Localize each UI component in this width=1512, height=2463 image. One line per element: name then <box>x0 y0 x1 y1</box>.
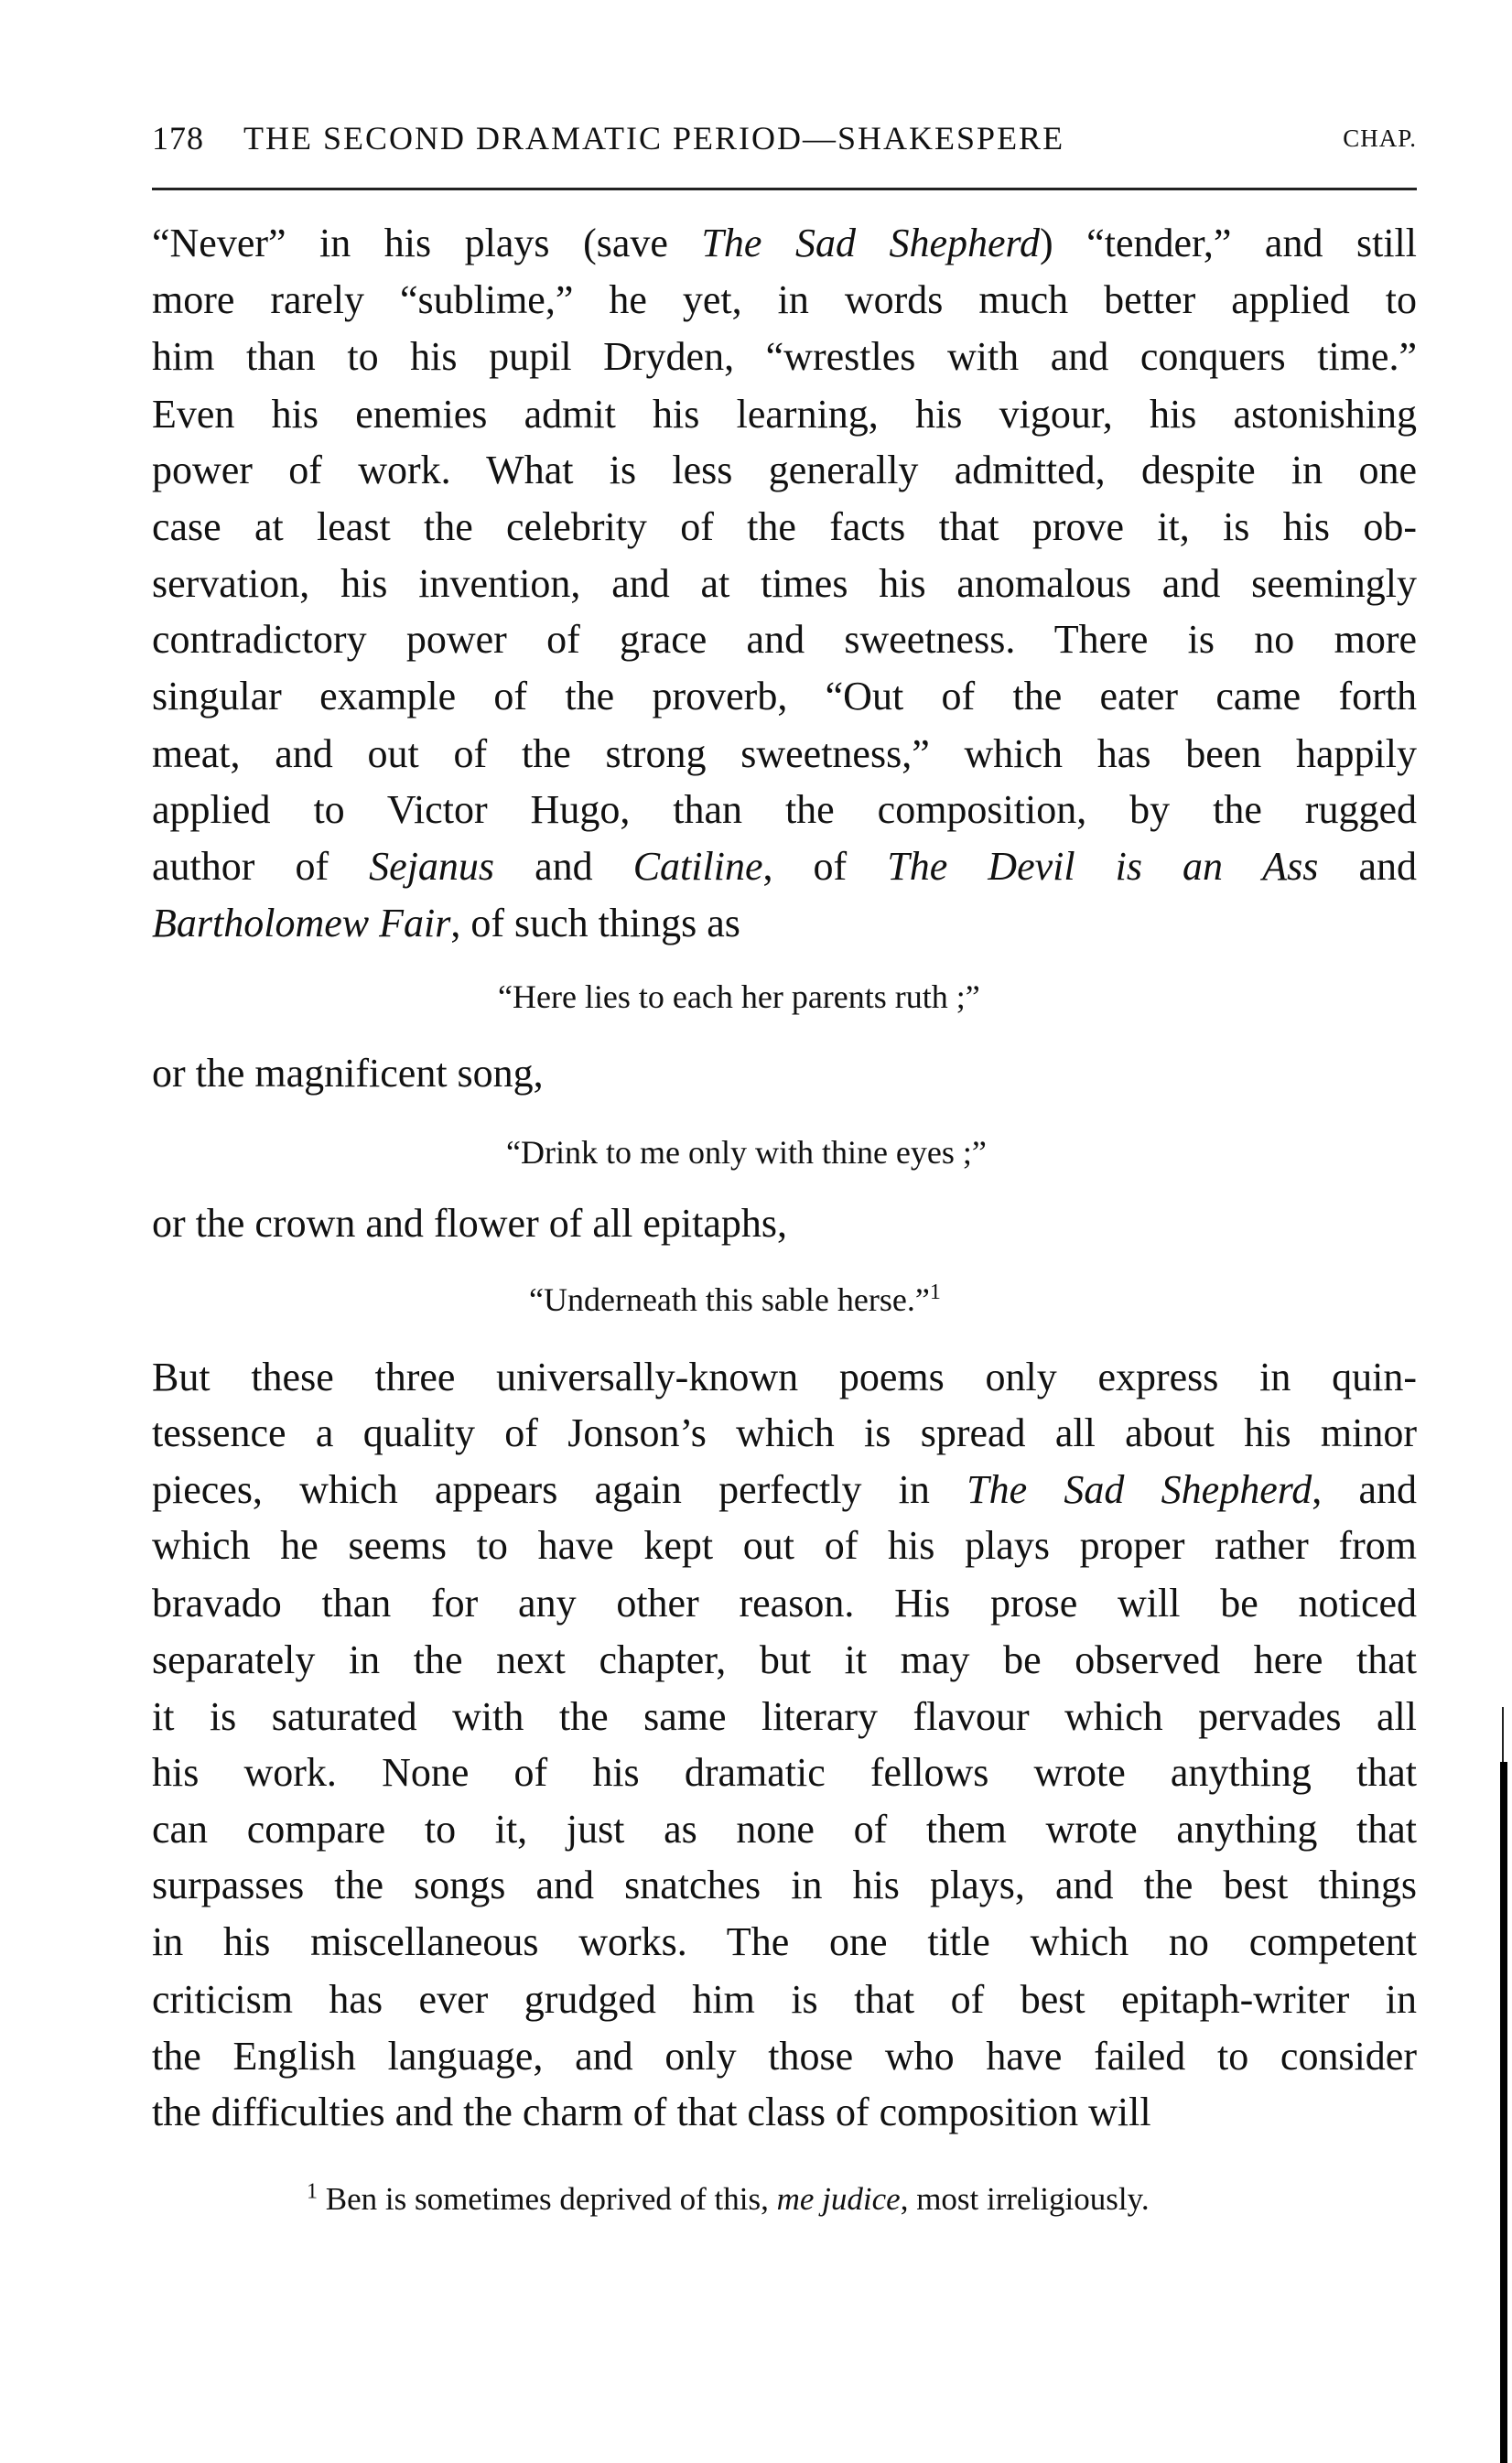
text-line <box>152 1914 1417 1971</box>
text-line <box>152 2084 1417 2141</box>
verse-quote-1: “Here lies to each her parents ruth ;” <box>498 978 980 1015</box>
italic-title: Sejanus <box>369 844 495 889</box>
italic-title: Catiline <box>632 844 763 889</box>
text-segment: the difficulties and the charm of that class of composition will <box>152 2090 1151 2134</box>
text-line <box>152 1857 1417 1914</box>
text-segment: it is saturated with the same literary flavour which pervades all <box>152 1694 1417 1739</box>
text-line <box>152 1518 1417 1574</box>
connector-line-2: or the crown and flower of all epitaphs, <box>152 1201 787 1246</box>
text-segment: tessence a quality of Jonson’s which is spread all about his minor <box>152 1410 1417 1455</box>
footnote-marker: 1 <box>307 2179 318 2204</box>
footnote-reference: 1 <box>929 1280 941 1304</box>
text-segment: criticism has ever grudged him is that of best epitaph-writer in <box>152 1977 1417 2022</box>
text-segment: pieces, which appears again perfectly in <box>152 1467 967 1512</box>
text-line <box>152 1632 1417 1689</box>
text-segment: meat, and out of the strong sweetness,” which has been happily <box>152 731 1417 776</box>
text-segment: , and <box>1312 1467 1417 1512</box>
text-line <box>152 499 1417 556</box>
text-segment: his work. None of his dramatic fellows wrote anything that <box>152 1750 1417 1795</box>
chapter-label: CHAP. <box>1343 124 1417 152</box>
header-rule <box>152 188 1417 190</box>
text-line <box>152 1971 1417 2028</box>
footnote <box>307 2177 1150 2222</box>
text-segment: the English language, and only those who have failed to consider <box>152 2034 1417 2079</box>
text-segment: more rarely “sublime,” he yet, in words much better applied to <box>152 277 1417 322</box>
text-line <box>152 442 1417 499</box>
text-segment: author of <box>152 844 370 889</box>
text-line <box>152 611 1417 668</box>
text-segment: contradictory power of grace and sweetness. There is no more <box>152 617 1417 662</box>
text-segment: bravado than for any other reason. His prose will be noticed <box>152 1581 1417 1626</box>
footnote-italic: me judice <box>776 2181 901 2217</box>
running-title: THE SECOND DRAMATIC PERIOD—SHAKESPERE <box>243 120 1065 157</box>
text-segment: and <box>494 844 633 889</box>
connector-line-1: or the magnificent song, <box>152 1051 544 1096</box>
italic-title: The Sad Shepherd <box>701 221 1041 265</box>
text-segment: which he seems to have kept out of his plays proper rather from <box>152 1523 1417 1568</box>
text-segment: ) “tender,” and still <box>1040 221 1418 265</box>
text-segment: applied to Victor Hugo, than the composition, by the rugged <box>152 787 1417 832</box>
text-segment: servation, his invention, and at times his anomalous and seemingly <box>152 561 1417 606</box>
text-line <box>152 895 1417 952</box>
text-segment: in his miscellaneous works. The one title which no competent <box>152 1919 1417 1964</box>
verse-quote-3 <box>529 1277 941 1323</box>
verse-quote-2: “Drink to me only with thine eyes ;” <box>506 1134 987 1171</box>
text-segment: singular example of the proverb, “Out of the eater came forth <box>152 674 1417 718</box>
text-line <box>152 1689 1417 1745</box>
text-line <box>152 1745 1417 1801</box>
footnote-text: Ben is sometimes deprived of this, <box>325 2181 777 2217</box>
text-line <box>152 838 1417 895</box>
text-line <box>152 1801 1417 1858</box>
text-line <box>152 1349 1417 1406</box>
text-line <box>152 1575 1417 1632</box>
text-segment: surpasses the songs and snatches in his plays, and the best things <box>152 1863 1417 1907</box>
page-edge-shadow <box>1500 1762 1507 2463</box>
text-segment: power of work. What is less generally admitted, despite in one <box>152 448 1417 492</box>
text-segment: , of <box>762 844 888 889</box>
text-line <box>152 1462 1417 1518</box>
italic-title: Bartholomew Fair <box>152 901 451 945</box>
text-line <box>152 556 1417 612</box>
italic-title: The Devil is an Ass <box>887 844 1319 889</box>
text-line <box>152 668 1417 725</box>
text-segment: and <box>1318 844 1418 889</box>
running-header <box>152 119 1417 174</box>
text-segment: can compare to it, just as none of them wrote anything that <box>152 1807 1417 1852</box>
text-line <box>152 272 1417 329</box>
footnote-text-end: , most irreligiously. <box>900 2181 1150 2217</box>
text-line <box>152 215 1417 272</box>
quote-text: “Underneath this sable herse.” <box>529 1281 930 1318</box>
text-segment: , of such things as <box>450 901 740 945</box>
text-segment: But these three universally-known poems only express in quin- <box>152 1355 1417 1399</box>
text-line <box>152 726 1417 783</box>
page-number: 178 <box>152 120 204 157</box>
text-line <box>152 1405 1417 1462</box>
text-line <box>152 2028 1417 2085</box>
italic-title: The Sad Shepherd <box>967 1467 1312 1512</box>
text-segment: him than to his pupil Dryden, “wrestles with and conquers time.” <box>152 334 1417 379</box>
text-segment: case at least the celebrity of the facts that prove it, is his ob- <box>152 504 1417 549</box>
text-segment: “Never” in his plays (save <box>152 221 702 265</box>
text-line <box>152 782 1417 838</box>
text-line <box>152 329 1417 385</box>
text-segment: Even his enemies admit his learning, his vigour, his astonishing <box>152 392 1417 437</box>
text-line <box>152 386 1417 443</box>
text-segment: separately in the next chapter, but it may be observed here that <box>152 1637 1417 1682</box>
